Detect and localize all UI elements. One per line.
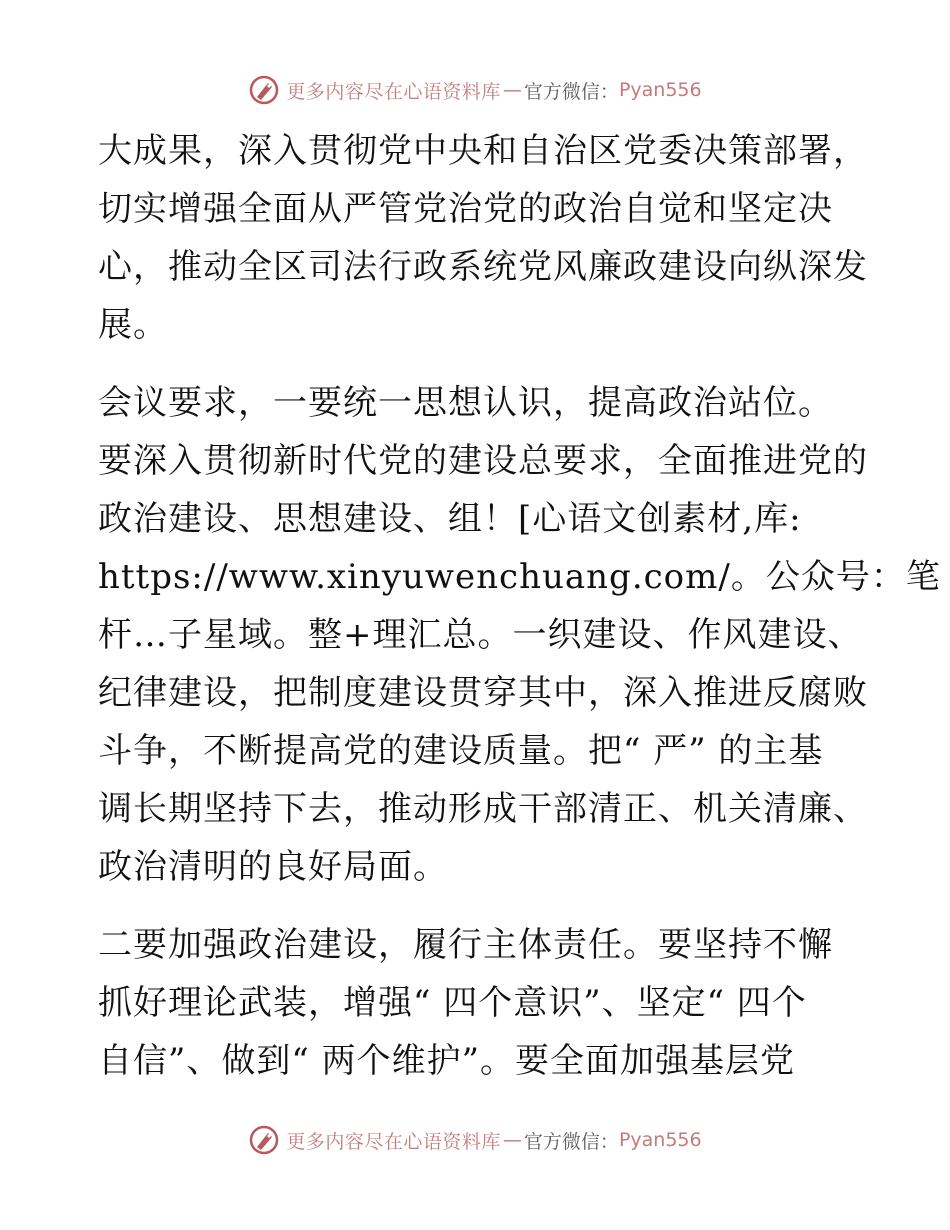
banner-text: 更多内容尽在心语资料库: [286, 80, 501, 103]
banner-wechat-id: Pyan556: [618, 1129, 702, 1151]
banner-wechat-label: 官方微信：: [523, 80, 619, 103]
pen-nib-logo-icon: [248, 74, 280, 106]
text-line: 政治清明的良好局面。: [98, 847, 448, 887]
footer-banner: [0, 1120, 950, 1160]
text-line: 大成果，深入贯彻党中央和自治区党委决策部署，: [98, 131, 868, 171]
text-line: 政治建设、思想建设、组！[心语文创素材,库:: [98, 499, 802, 539]
text-line: 自信”、做到“ 两个维护”。要全面加强基层党: [98, 1041, 795, 1081]
text-line: 要深入贯彻新时代党的建设总要求，全面推进党的: [98, 441, 868, 481]
banner-text: 更多内容尽在心语资料库: [286, 1130, 501, 1153]
banner-wechat-label: 官方微信：: [523, 1130, 619, 1153]
banner-dash: —: [502, 1129, 522, 1151]
text-line: 展。: [98, 305, 168, 345]
text-line: 杆…子星域。整+理汇总。一织建设、作风建设、: [98, 615, 863, 655]
banner-dash: —: [502, 79, 522, 101]
paragraph-2: [98, 374, 941, 896]
text-line: https://www.xinyuwenchuang.com/。公众号：笔: [98, 557, 941, 597]
header-banner: [0, 70, 950, 110]
text-line: 纪律建设，把制度建设贯穿其中，深入推进反腐败: [98, 673, 868, 713]
text-line: 斗争，不断提高党的建设质量。把“ 严” 的主基: [98, 731, 824, 771]
text-line: 切实增强全面从严管党治党的政治自觉和坚定决: [98, 189, 833, 229]
text-line: 二要加强政治建设，履行主体责任。要坚持不懈: [98, 925, 833, 965]
text-line: 调长期坚持下去，推动形成干部清正、机关清廉、: [98, 789, 868, 829]
paragraph-3: [98, 916, 858, 1090]
paragraph-1: [98, 122, 868, 354]
pen-nib-logo-icon: [248, 1124, 280, 1156]
banner-wechat-id: Pyan556: [618, 79, 702, 101]
text-line: 心，推动全区司法行政系统党风廉政建设向纵深发: [98, 247, 868, 287]
document-body: [98, 122, 941, 1090]
text-line: 抓好理论武装，增强“ 四个意识”、坚定“ 四个: [98, 983, 807, 1023]
text-line: 会议要求，一要统一思想认识，提高政治站位。: [98, 383, 833, 423]
